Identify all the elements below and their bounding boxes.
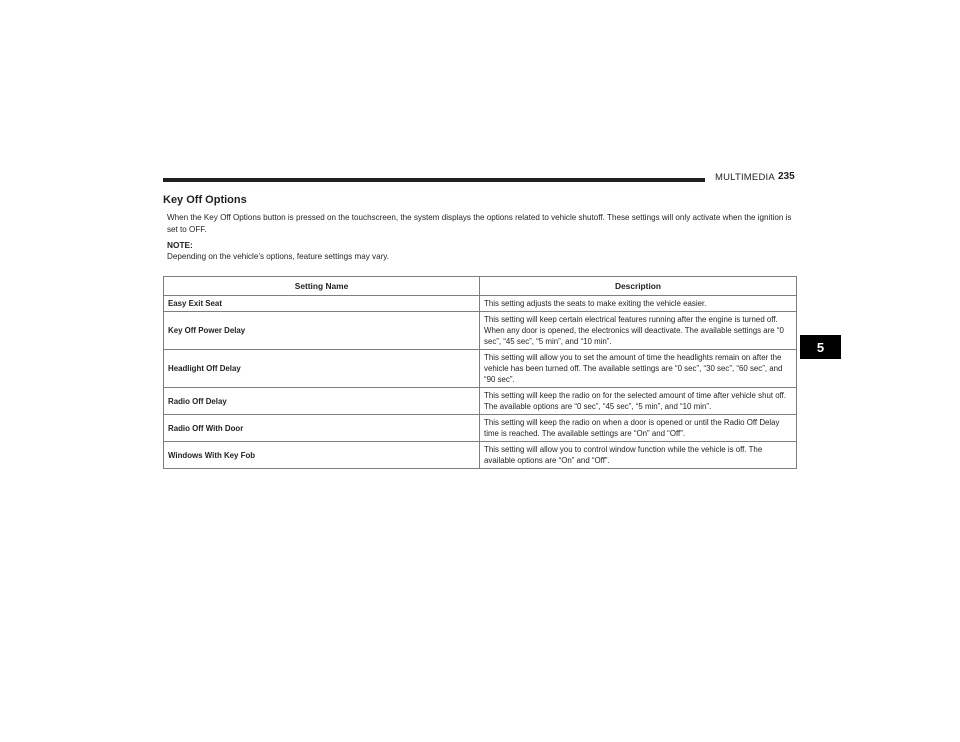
section-name: MULTIMEDIA <box>715 172 775 183</box>
chapter-tab: 5 <box>800 335 841 359</box>
section-heading: Key Off Options <box>163 194 247 206</box>
column-header-setting-name: Setting Name <box>164 277 480 296</box>
setting-name-cell: Radio Off With Door <box>164 415 480 442</box>
setting-name-cell: Headlight Off Delay <box>164 350 480 388</box>
setting-description-cell: This setting will keep the radio on for the selected amount of time after vehicle shut off. The available options are “0 sec”, “45 sec”, “5 min”, and “10 min”. <box>480 388 797 415</box>
setting-description-cell: This setting will allow you to control window function while the vehicle is off. The available options are “On” and “Off”. <box>480 442 797 469</box>
settings-table <box>163 276 797 469</box>
note-label: NOTE: <box>167 240 193 250</box>
table-row <box>164 442 797 469</box>
table-row <box>164 415 797 442</box>
setting-description-cell: This setting adjusts the seats to make exiting the vehicle easier. <box>480 296 797 312</box>
table-row <box>164 350 797 388</box>
intro-paragraph: When the Key Off Options button is pressed on the touchscreen, the system displays the options related to vehicle shutoff. These settings will only activate when the ignition is set to OFF. <box>167 213 792 234</box>
setting-description-cell: This setting will keep the radio on when a door is opened or until the Radio Off Delay time is reached. The available settings are “On” and “Off”. <box>480 415 797 442</box>
table-row <box>164 296 797 312</box>
setting-name-cell: Key Off Power Delay <box>164 312 480 350</box>
setting-name-cell: Radio Off Delay <box>164 388 480 415</box>
page-number: 235 <box>778 171 795 182</box>
setting-description-cell: This setting will keep certain electrical features running after the engine is turned off. When any door is opened, the electronics will deactivate. The available settings are “0 sec”, “45 sec”, “5 min”, and “10 min”. <box>480 312 797 350</box>
header-rule <box>163 178 705 182</box>
setting-name-cell: Windows With Key Fob <box>164 442 480 469</box>
setting-name-cell: Easy Exit Seat <box>164 296 480 312</box>
table-row <box>164 312 797 350</box>
table-row <box>164 388 797 415</box>
column-header-description: Description <box>480 277 797 296</box>
note-text: Depending on the vehicle’s options, feature settings may vary. <box>167 252 389 261</box>
setting-description-cell: This setting will allow you to set the amount of time the headlights remain on after the vehicle has been turned off. The available settings are “0 sec”, “30 sec”, “60 sec”, and “90 sec”. <box>480 350 797 388</box>
table-header-row <box>164 277 797 296</box>
